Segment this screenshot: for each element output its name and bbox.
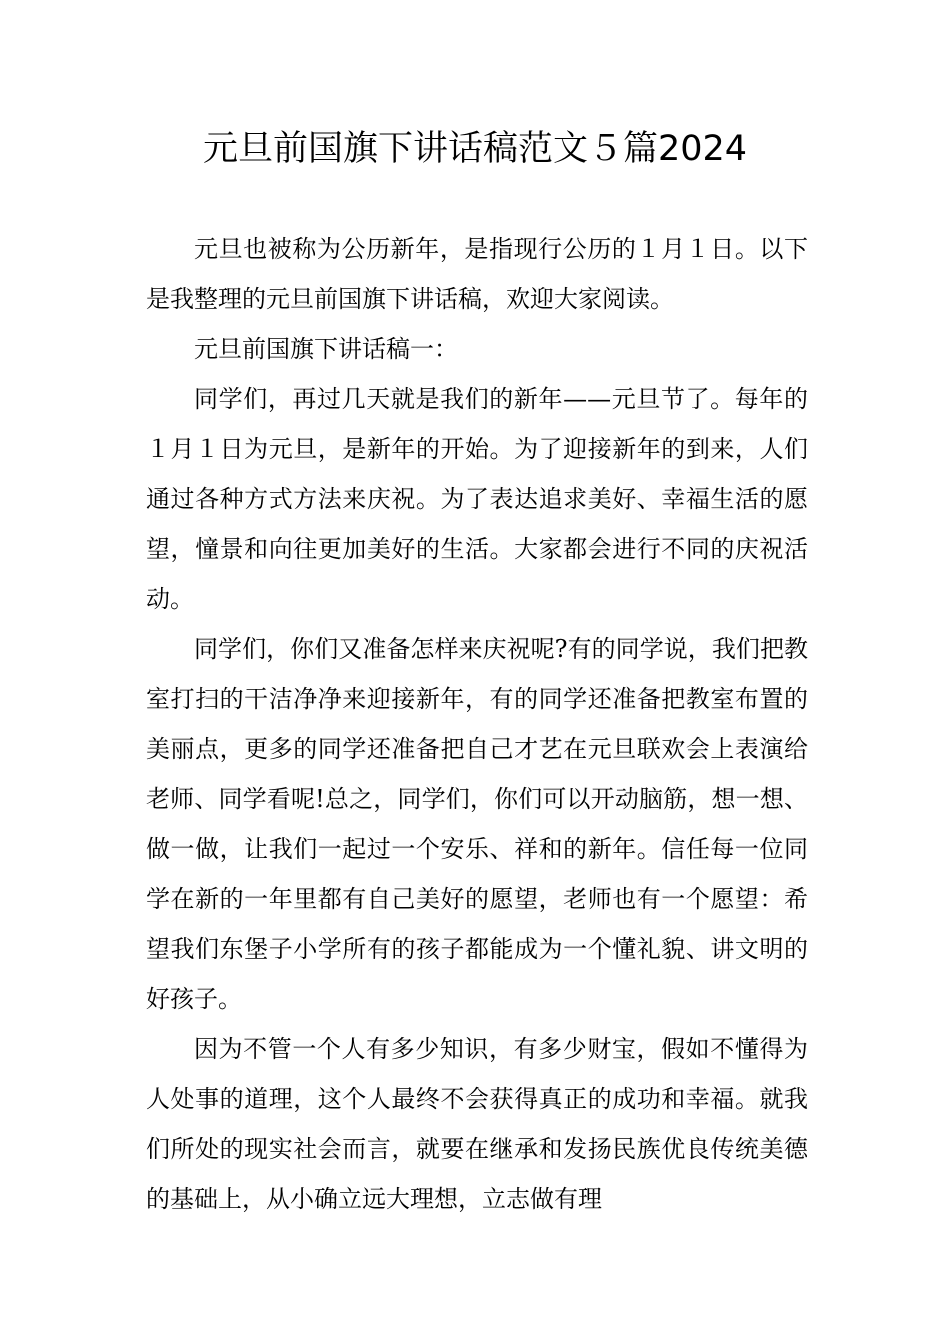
paragraph-new-year: 同学们，再过几天就是我们的新年——元旦节了。每年的１月１日为元旦，是新年的开始。为了迎接新年的到来，人们通过各种方式方法来庆祝。为了表达追求美好、幸福生活的愿望，憧景和向往更加美好的生活。大家都会进行不同的庆祝活动。 bbox=[146, 385, 808, 613]
document-body bbox=[146, 224, 808, 1224]
paragraph-intro: 元旦也被称为公历新年，是指现行公历的１月１日。以下是我整理的元旦前国旗下讲话稿，欢迎大家阅读。 bbox=[146, 235, 808, 313]
document-title: 元旦前国旗下讲话稿范文５篇2024 bbox=[202, 129, 748, 169]
paragraph-section-heading: 元旦前国旗下讲话稿一： bbox=[194, 335, 458, 363]
paragraph-celebration: 同学们，你们又准备怎样来庆祝呢?有的同学说，我们把教室打扫的干洁净净来迎接新年，有的同学还准备把教室布置的美丽点，更多的同学还准备把自己才艺在元旦联欢会上表演给老师、同学看呢!总之，同学们，你们可以开动脑筋，想一想、做一做，让我们一起过一个安乐、祥和的新年。信任每一位同学在新的一年里都有自己美好的愿望，老师也有一个愿望：希望我们东堡子小学所有的孩子都能成为一个懂礼貌、讲文明的好孩子。 bbox=[146, 635, 808, 1013]
paragraph-manners: 因为不管一个人有多少知识，有多少财宝，假如不懂得为人处事的道理，这个人最终不会获得真正的成功和幸福。就我们所处的现实社会而言，就要在继承和发扬民族优良传统美德的基础上，从小确立远大理想，立志做有理 bbox=[146, 1035, 808, 1213]
